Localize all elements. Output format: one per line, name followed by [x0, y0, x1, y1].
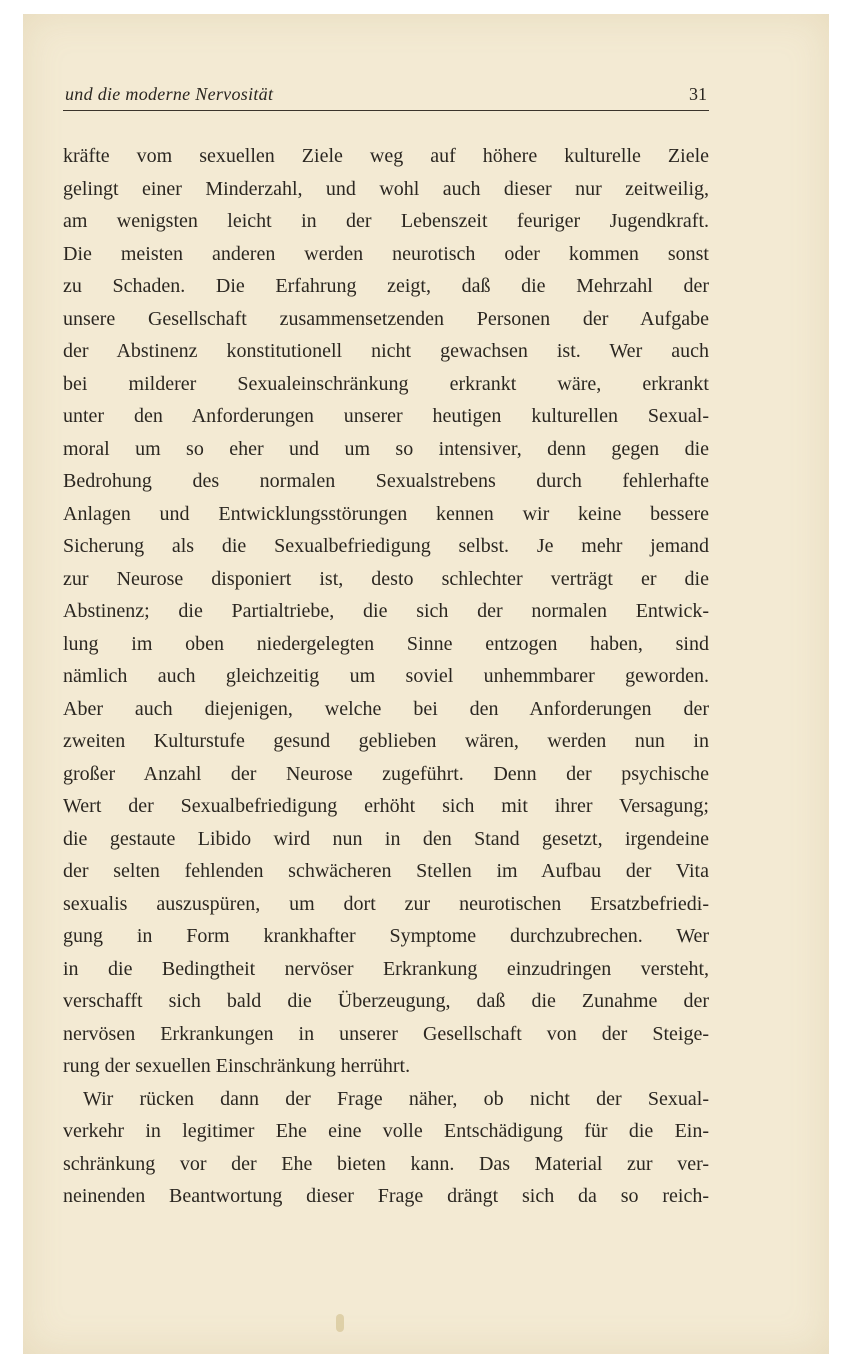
text-line: gung in Form krankhafter Symptome durchzubrechen. Wer: [63, 925, 709, 947]
text-line: neinenden Beantwortung dieser Frage drängt sich da so reich-: [63, 1185, 709, 1207]
text-line: Anlagen und Entwicklungsstörungen kennen wir keine bessere: [63, 502, 709, 525]
text-line: Abstinenz; die Partialtriebe, die sich der normalen Entwick-: [63, 600, 709, 622]
text-line: am wenigsten leicht in der Lebenszeit feuriger Jugendkraft.: [63, 210, 709, 232]
text-line: die gestaute Libido wird nun in den Stand gesetzt, irgendeine: [63, 827, 709, 850]
text-line: verkehr in legitimer Ehe eine volle Entschädigung für die Ein-: [63, 1120, 709, 1142]
text-line: zu Schaden. Die Erfahrung zeigt, daß die Mehrzahl der: [63, 275, 709, 297]
text-line: verschafft sich bald die Überzeugung, daß die Zunahme der: [63, 990, 709, 1012]
page-number: 31: [689, 84, 707, 104]
body-text: [63, 140, 709, 1213]
paragraph-start-line: Wir rücken dann der Frage näher, ob nicht der Sexual-: [83, 1087, 709, 1110]
text-line: der Abstinenz konstitutionell nicht gewachsen ist. Wer auch: [63, 340, 709, 362]
book-page: [23, 14, 829, 1354]
text-line: Wert der Sexualbefriedigung erhöht sich mit ihrer Versagung;: [63, 795, 709, 817]
text-line: nervösen Erkrankungen in unserer Gesellschaft von der Steige-: [63, 1022, 709, 1045]
text-line: schränkung vor der Ehe bieten kann. Das Material zur ver-: [63, 1152, 709, 1175]
running-title: und die moderne Nervosität: [65, 84, 274, 104]
text-line: lung im oben niedergelegten Sinne entzogen haben, sind: [63, 632, 709, 655]
text-line: zur Neurose disponiert ist, desto schlechter verträgt er die: [63, 567, 709, 590]
paper-stain: [336, 1314, 344, 1332]
text-line: in die Bedingtheit nervöser Erkrankung einzudringen versteht,: [63, 957, 709, 980]
text-line: Die meisten anderen werden neurotisch oder kommen sonst: [63, 242, 709, 265]
text-line: moral um so eher und um so intensiver, denn gegen die: [63, 437, 709, 460]
text-line: Sicherung als die Sexualbefriedigung selbst. Je mehr jemand: [63, 535, 709, 557]
text-line: großer Anzahl der Neurose zugeführt. Denn der psychische: [63, 762, 709, 785]
text-line: kräfte vom sexuellen Ziele weg auf höhere kulturelle Ziele: [63, 145, 709, 167]
text-line: der selten fehlenden schwächeren Stellen im Aufbau der Vita: [63, 860, 709, 882]
running-header: [63, 84, 709, 111]
text-line: gelingt einer Minderzahl, und wohl auch dieser nur zeitweilig,: [63, 177, 709, 200]
text-line: bei milderer Sexualeinschränkung erkrankt wäre, erkrankt: [63, 372, 709, 395]
paragraph-end-line: rung der sexuellen Einschränkung herrührt.: [63, 1055, 411, 1077]
text-line: Bedrohung des normalen Sexualstrebens durch fehlerhafte: [63, 470, 709, 492]
text-line: unsere Gesellschaft zusammensetzenden Personen der Aufgabe: [63, 307, 709, 330]
text-line: Aber auch diejenigen, welche bei den Anforderungen der: [63, 697, 709, 720]
text-line: nämlich auch gleichzeitig um soviel unhemmbarer geworden.: [63, 665, 709, 687]
text-line: unter den Anforderungen unserer heutigen kulturellen Sexual-: [63, 405, 709, 427]
text-line: zweiten Kulturstufe gesund geblieben wären, werden nun in: [63, 730, 709, 752]
text-line: sexualis auszuspüren, um dort zur neurotischen Ersatzbefriedi-: [63, 892, 709, 915]
